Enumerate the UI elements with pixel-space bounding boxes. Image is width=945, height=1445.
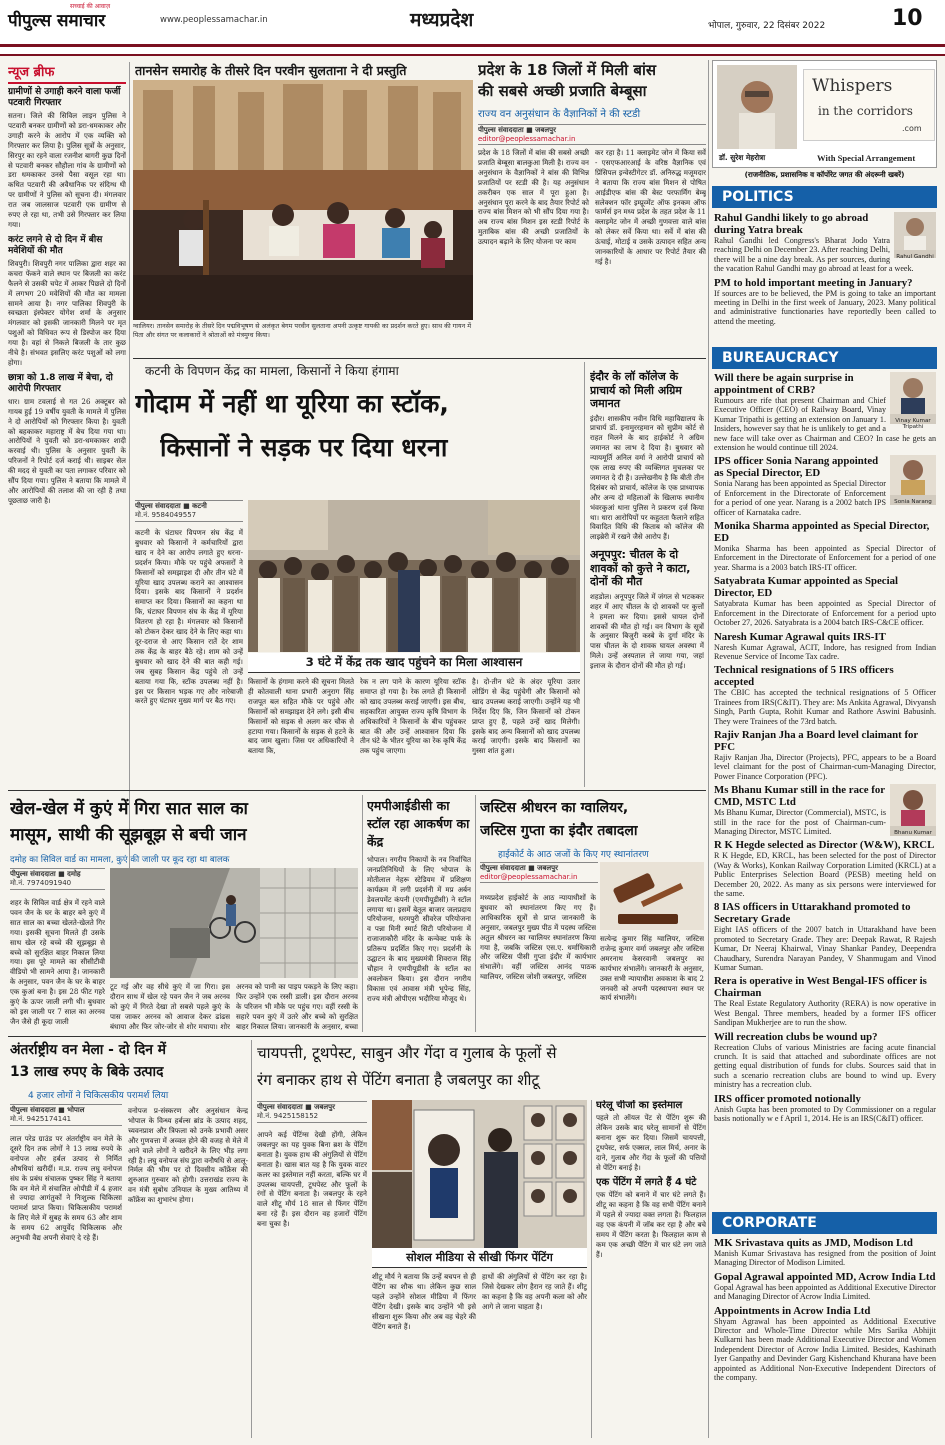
bamboo-byline-name: पीपुल्स संवाददाता [478, 126, 524, 134]
bureaucracy-item-7-headline: Rajiv Ranjan Jha a Board level claimant for PFC [714, 728, 919, 753]
whispers-person-photo [717, 65, 797, 149]
indore-story [590, 370, 704, 790]
justice-subheadline: हाईकोर्ट के आठ जजों के किए गए स्थानांतरण [498, 849, 649, 860]
forest-byline: पीपुल्स संवाददाता ■ भोपाल मो.नं. 9425174141 [10, 1104, 122, 1129]
artist-paintings-photo[interactable] [372, 1100, 587, 1248]
mpidc-text: भोपाल। नगरीय निकायों के नव निर्वाचित जनप्रतिनिधियों के लिए भोपाल के मोतीलाल नेहरू स्टेडियम में प्रशिक्षण कार्यक्रम में लगी प्रदर्शनी में मप्र अर्बन डेवलपमेंट कंपनी (एमपीयूडीसी) ने स्टॉल लगाया था। इसमें बेतूल बाजार जलप्रदाय परियोजना, धरमपुरी सीवरेज परियोजना व पन्ना मिनी स्मार्ट सिटी परियोजना में राजाजाकौरी मंदिर के कन्वेक्ट पार्क के प्रतिरूप प्रदर्शित किए गए। प्रदर्शनी के उद्घाटन के बाद मुख्यमंत्री शिवराज सिंह चौहान ने एमपीयूडीसी के स्टॉल का अवलोकन किया। इस दौरान नगरीय विकास एवं आवास मंत्री भूपेन्द्र सिंह, राज्य मंत्री ओपीएस भदौरिया मौजूद थे। [367, 855, 471, 1003]
urea-text-col-2: किसानों के हंगामा करने की सूचना मिलते ही कोतवाली थाना प्रभारी अनुराग सिंह राजपूत बल सहित मौके पर पहुंचे और किसानों को समझाइश देने लगे। इसी बीच किसानों को सड़क से अलग कर चौक से हटाया गया। किसानों के सड़क से हटने के बाद जाम खुला। जिस पर अधिकारियों ने बताया कि, [248, 677, 354, 756]
news-brief-column [8, 62, 126, 912]
corporate-item-1-headline: MK Srivastava quits as JMD, Modison Ltd [714, 1237, 913, 1249]
painting-text-col-1: आपने कई पेंटिंग्स देखी होंगी, लेकिन जबलपुर का यह युवक बिना ब्रश के पेंटिंग बनाता है। युवक हाथ की अंगुलियों से पेंटिंग बनाता है। खास बात यह है कि युवक वाटर कलर का इस्तेमाल नहीं करता, बल्कि घर में उपलब्ध चायपत्ती, टूथपेस्ट और फूलों के रंगों से पेंटिंग बनाता है। जबलपुर के रहने वाले शीटू मौर्य 18 साल से फिंगर पेंटिंग बना रहे हैं। इस दौरान वह हजारों पेंटिंग बना चुका है। [257, 1130, 367, 1229]
painting-headline-1: चायपत्ती, टूथपेस्ट, साबुन और गेंदा व गुलाब के फूलों से [257, 1044, 557, 1062]
bhanu-kumar-photo-label: Bhanu Kumar [894, 830, 932, 837]
newspaper-logo[interactable] [8, 3, 158, 40]
justice-text-col-2: सत्येन्द्र कुमार सिंह ग्वालियर, जस्टिस राजेन्द्र कुमार वर्मा जबलपुर और जस्टिस अमरनाथ केसरवानी जबलपुर का कार्यभार संभालेंगे। जानकारी के अनुसार, उक्त सभी न्यायाधीश अवकाश के बाद 2 जनवरी को अपनी पदस्थापना स्थान पर कार्य संभालेंगे। [600, 934, 704, 1003]
bamboo-text-col-1: प्रदेश के 18 जिलों में बांस की सबसे अच्छी प्रजाति बेम्बूसा बालकुआ मिली है। राज्य वन अनुसंधान के वैज्ञानिकों ने बांस की विभिन्न प्रजातियों पर स्टडी की है। यह अनुसंधान तकरीबन एक साल में पूरा हुआ है। अनुसंधान पूरा करने के बाद तैयार रिपोर्ट को राज्य बांस मिशन को भी सौंप दिया गया है। अब राज्य बांस मिशन इस स्टडी रिपोर्ट के मुताबिक बांस की अच्छी प्रजातियों के उत्पादन बढ़ाने के लिए योजना पर काम [478, 148, 589, 247]
forest-byline-place: भोपाल [67, 1106, 85, 1114]
sonia-narang-photo-label: Sonia Narang [894, 499, 932, 506]
logo-text: पीपुल्स समाचार [8, 11, 106, 31]
bamboo-headline-2: की सबसे अच्छी प्रजाति बेम्बूसा [478, 82, 647, 100]
well-scene-illustration [110, 868, 358, 978]
bamboo-headline-1: प्रदेश के 18 जिलों में मिली बांस [478, 61, 656, 79]
farmers-protest-photo[interactable] [248, 500, 580, 652]
rahul-gandhi-avatar-icon [894, 212, 936, 250]
forest-headline-1: अंतर्राष्ट्रीय वन मेला - दो दिन में [10, 1042, 167, 1058]
bureaucracy-item-1-text: Rumours are rife that present Chairman and Chief Executive Officer (CEO) of Railway Board, Vinay Kumar Tripathi is getting an extension on January 1. Insiders, however say that he is unlikely to get and a new face will take over as Chairman and CEO? In case he gets an extension he would continue till 2024. [714, 396, 936, 453]
bureaucracy-item-2-text: Sonia Narang has been appointed as Special Director of Enforcement in the Directorate of Enforcement for a period of one year. Narang is a 2002 batch IPS officer of Karnataka cadre. [714, 479, 886, 517]
painting-sidebar-headline-1: घरेलू चीजों का इस्तेमाल [596, 1100, 683, 1111]
justice-text-col-1: मध्यप्रदेश हाईकोर्ट के आठ न्यायाधीशों के बुधवार को स्थानांतरण किए गए हैं। आधिकारिक सूत्रों से प्राप्त जानकारी के अनुसार, जबलपुर मुख्य पीठ में पदस्थ जस्टिस अतुल श्रीधरन का ग्वालियर स्थानांतरण किया गया है, जबकि जस्टिस एस.ए. धर्माधिकारी और जस्टिस पीसी गुप्ता इंदौर में कार्यभार संभालेंगे। वहीं जस्टिस आनंद पाठक ग्वालियर, जस्टिस जोशी जबलपुर, जस्टिस [480, 893, 596, 982]
urea-text-col-3: रेक न लग पाने के कारण यूरिया स्टॉक समाप्त हो गया है। रेक लगते ही किसानों को खाद उपलब्ध कराई जाएगी। इस बीच, सहकारिता आयुक्त राज्य कृषि विभाग के अधिकारियों ने किसानों के बीच पहुंचकर बात की और उन्हें आश्वासन दिया कि तीन घंटे के भीतर यूरिया का रेक कृषि केंद्र तक पहुंच जाएगा। [360, 677, 466, 756]
bureaucracy-item-10-text: Eight IAS officers of the 2007 batch in Uttarakhand have been promoted to Secretary Grade. They are: Deepak Rawat, R Rajesh Kumar, Dr Neeraj Khairwal, Vinay Shankar Pandey, Deependra Chaudhary, Surendra Narayan Pandey, V Shanmugam and Vinod Kumar Suman. [714, 925, 936, 973]
whispers-tagline: (राजनीतिक, प्रशासनिक व कॉर्पोरेट जगत की अंदरूनी खबरें) [744, 170, 905, 179]
urea-headline-2: किसानों ने सड़क पर दिया धरना [160, 433, 448, 462]
anuppur-text: शहडोल। अनूपपुर जिले में जंगल से भटककर शहर में आए चीतल के दो शावकों पर कुत्तों ने हमला कर दिया। इससे घायल दोनों शावकों की मौत हो गई। वन विभाग के सूत्रों के अनुसार बिजुरी कस्बे के दुर्गा मंदिर के पास चीतल के दो शावक घायल अवस्था में मिले। उन्हें अस्पताल ले जाया गया, जहां इलाज के दौरान दोनों की मौत हो गई। [590, 591, 704, 671]
bamboo-subheadline: राज्य वन अनुसंधान के वैज्ञानिकों ने की स्टडी [478, 109, 641, 120]
painting-sidebar [596, 1100, 706, 1438]
painting-byline-place: जबलपुर [314, 1103, 335, 1111]
well-text-col-2: टूट गई और वह सीधे कुएं में जा गिरा। इस दौरान साथ में खेल रहे पवन जैन ने जब अरनव को कुएं में गिरते देखा तो सबसे पहले कुएं के पास जाकर अरनव को आवाज देकर ढांढस बंधाया और फिर जोर-जोर से शोर मचाया। शोर [110, 982, 230, 1030]
corporate-item-2-headline: Gopal Agrawal appointed MD, Acrow India Ltd [714, 1270, 936, 1283]
indore-text: इंदौर। शासकीय नवीन विधि महाविद्यालय के प्राचार्य डॉ. इनामुररहमान को सुप्रीम कोर्ट से राहत मिलने के बाद हाईकोर्ट ने अग्रिम जमानत का लाभ दे दिया है। बुधवार को न्यायमूर्ति अनिल वर्मा ने आरोपी प्राचार्य को एक लाख रुपए की व्यक्तिगत मुचलका पर जमानत दे दी है। उल्लेखनीय है कि बीती तीन दिसंबर को प्राचार्य, कॉलेज के एक प्राध्यापक और अन्य दो महिलाओं के खिलाफ स्थानीय भंवरकुआं थाना पुलिस ने प्रकरण दर्ज किया था। धारा आरोपियों पर कहुतता फैलाने सहित विवादित विधि की किताब को कॉलेज की लाइब्रेरी में रखने जैसे आरोप हैं। [590, 413, 704, 542]
bhanu-kumar-avatar-icon [890, 784, 936, 826]
justice-email[interactable]: editor@peoplessamachar.in [480, 873, 578, 881]
justice-headline-2: जस्टिस गुप्ता का इंदौर तबादला [480, 823, 638, 839]
logo-tagline: सच्चाई की आवाज़ [70, 3, 111, 10]
mpidc-headline: एमपीआईडीसी का स्टॉल रहा आकर्षण का केंद्र [367, 798, 470, 849]
justice-byline-place: जबलपुर [537, 864, 558, 872]
music-headline: तानसेन समारोह के तीसरे दिन परवीन सुलताना ने दी प्रस्तुति [135, 63, 407, 78]
urea-kicker: कटनी के विपणन केंद्र का मामला, किसानों ने किया हंगामा [145, 364, 399, 378]
bureaucracy-item-12-headline: Will recreation clubs be wound up? [714, 1030, 878, 1043]
bureaucracy-item-6-text: The CBIC has accepted the technical resignations of 5 Officer Trainees from IRS(C&IT). They are: Ms Ankita Agrawal, Divyansh Singh, Parth Gupta, Rohit Kumar and Rathore Aswini Babusinh. They were Trainees of the 73rd batch. [714, 688, 936, 726]
forest-text-col-2: वनोपज प्र-संस्करण और अनुसंधान केन्द्र भोपाल के विन्ध्य हर्बल्स ब्रांड के उत्पाद शहद, च्यवनप्राश और त्रिफला को उनके प्रभावी असर और गुणवत्ता में अव्वल होने की वजह से मेले में आने वाले लोगों ने खरीदने के लिए भीड़ लगा रही है। लघु वनोपज संघ द्वारा वनौषधि से आलू-निर्मल की भीम पर दो दिवसीय कॉफ्रेंस की शुरुआत गुरुवार को होगी। उत्तराखंड राज्य के वन मंत्री सुबोध उनियाल के मुख्य आतिथ्य में कॉफ्रेंस का शुभारंभ होगा। [128, 1106, 248, 1205]
protest-crowd-illustration [248, 500, 580, 652]
person-avatar-icon [717, 65, 797, 149]
well-text-col-3: अरनव को पानी का पाइप पकड़ने के लिए कहा। फिर उन्होंने एक रस्सी डाली। इस दौरान अरनव के परिजन भी मौके पर पहुंच गए। वहीं रस्सी के सहारे पवन कुएं में उतरे और बच्चे को सुरक्षित बाहर निकाल लिया। जानकारी के अनुसार, बच्चा [236, 982, 358, 1030]
corporate-item-2-text: Gopal Agrawal has been appointed as Additional Executive Director and Managing Director of Acrow India Limited. [714, 1282, 936, 1302]
politics-item-1-headline: Rahul Gandhi likely to go abroad during Yatra break [714, 212, 869, 236]
page-number: 10 [892, 6, 923, 31]
bureaucracy-item-10-headline: 8 IAS officers in Uttarakhand promoted to Secretary Grade [714, 901, 911, 926]
bureaucracy-item-9-text: R K Hegde, ED, KRCL, has been selected for the post of Director (Way & Works), Konkan Railway Corporation Limited (KRCL) at a Public Enterprises Selection Board (PESB) meeting held on December 20, 2022. As many as six persons were interviewed for the same. [714, 851, 936, 898]
painting-text-col-4: हाथों की अंगुलियों से पेंटिंग कर रहा है। जिसे देखकर लोग हैरान रह जाते हैं। शीटू का कहना है कि वह अपनी कला को और आगे ले जाना चाहता है। [482, 1272, 587, 1311]
bamboo-byline-place: जबलपुर [535, 126, 556, 134]
brief-text-1: सतना। जिले की सिविल लाइन पुलिस ने पटवारी बनकर ग्रामीणों को डरा-धमकाकर और उगाही करने के आरोप में एक व्यक्ति को गिरफ्तार कर लिया है। पुलिस सूत्रों के अनुसार, सिरपुर का रहने वाला रजनीश बागरी कुछ दिनों से पटवारी बनकर सौहौला गांव के ग्रामीणों को डरा धमकाकर उनसे पैसा वसूल रहा था। कथित पटवारी की अवैधानिक पर संदिग्ध थी पर ग्रामीणों ने पुलिस को सूचना दी। मंगलवार रात जब जालसाज पटवारी एक ग्रामीण से रुपए ले रहा था, तभी उसे गिरफ्तार कर लिया गया। [8, 111, 126, 229]
bureaucracy-item-12-text: Recreation Clubs of various Ministries are facing acute financial crunch. It is said that attached and subordinate offices are not getting equal distribution of funds for clubs. Sources said that in such a scenario recreation clubs are bound to wind up. Every ministry has a recreation club. [714, 1042, 936, 1090]
masthead [0, 0, 945, 56]
dateline: भोपाल, गुरुवार, 22 दिसंबर 2022 [708, 21, 826, 31]
forest-byline-name: पीपुल्स संवाददाता [10, 1106, 56, 1114]
music-concert-photo[interactable] [133, 80, 473, 320]
brief-text-2: शिवपुरी। शिवपुरी नगर पालिका द्वारा शहर का कचरा फेंकने वाले स्थान पर बिजली का करंट फैलने से उसकी चपेट में आकर पिछले दो दिनों में लगभग 20 मवेशियों की मौत का मामला सामने आया है। नगर पालिका शिवपुरी के स्वच्छता इंस्पेक्टर योगेश शर्मा के अनुसार मंगलवार को इसकी जानकारी मिलने पर मृत पशुओं को विधिवत रूप से डिस्पोज कर दिया गया है। वहां से निकले बिजली के तार कुछ नीचे है। संभवत इसलिए करंट पशुओं को लगा होगा। [8, 258, 126, 367]
bureaucracy-item-11-headline: Rera is operative in West Bengal-IFS officer is Chairman [714, 975, 927, 1000]
indore-headline: इंदौर के लॉ कॉलेज के प्राचार्य को मिली अग्रिम जमानत [590, 370, 682, 410]
brief-headline-1: ग्रामीणों से उगाही करने वाला फर्जी पटवारी गिरफ्तार [8, 87, 121, 108]
bureaucracy-item-5-headline: Naresh Kumar Agrawal quits IRS-IT [714, 630, 886, 643]
painting-banner-text: सोशल मीडिया से सीखी फिंगर पेंटिंग [406, 1251, 553, 1264]
bureaucracy-item-8-text: Ms Bhanu Kumar, Director (Commercial), MSTC, is still in the race for the post of Chairman-cum-Managing Director, MSTC Limited. [714, 808, 886, 836]
politics-item-2-text: If sources are to be believed, the PM is going to take an important meeting in Delhi in the first week of January, 2023. Many political and administrative functionaries have reportedly been called to attend the meeting. [714, 288, 936, 326]
painting-sidebar-text-2: एक पेंटिंग को बनाने में चार घंटे लगते हैं। शीटू का कहना है कि वह सभी पेंटिंग बनाने में पहले से ज्यादा वक्त लगता है। फिलहाल वह एक कंपनी में जॉब कर रहा है और बचे समय में पेंटिंग करता है। फिलहाल काम से कम एक अच्छी पेंटिंग में चार घंटे लग जाते हैं। [596, 1190, 706, 1259]
politics-item-1-text: Rahul Gandhi led Congress's Bharat Jodo Yatra reaching Delhi on December 23. After reaching Delhi, there will be a nine day break. As per sources, during the vacation Rahul Gandhi may go abroad at least for a week. [714, 236, 914, 274]
politics-label: POLITICS [722, 189, 794, 205]
painting-headline-2: रंग बनाकर हाथ से पेंटिंग बनाता है जबलपुर का शीटू [257, 1071, 540, 1089]
urea-text-col-1: कटनी के घंटाघर विपणन संघ केंद्र में बुधवार को किसानों ने कर्मचारियों द्वारा खाद न देने का आरोप लगाते हुए धरना-प्रदर्शन किया। मौके पर पहुंचे अफसरों ने किसानों को समझाइश दी और तीन घंटे में यूरिया खाद उपलब्ध कराने का आश्वासन दिया। इसके बाद किसानों ने प्रदर्शन समाप्त कर दिया। किसानों का कहना था कि, घंटाघर विपणन संघ के केंद्र में यूरिया वितरण हो रहा है। मंगलवार को किसानों को टोकन देकर खाद देने के लिए कहा था। दूर-दराज से आए किसान रातें देर शाम तक केंद्र के बाहर बैठे रहे। शाम को उन्हें बुधवार को खाद देने की बात कही गई। जब सुबह किसान केंद्र पहुंचे तो उन्हें बताया गया कि, स्टॉक उपलब्ध नहीं है। इस पर किसान भड़क गए और नारेबाजी करते हुए घंटाघर मुख्य मार्ग पर बैठ गए। [135, 528, 243, 706]
vinay-tripathi-photo [890, 372, 936, 430]
corporate-section-header [712, 1212, 937, 1234]
well-headline-1: खेल-खेल में कुएं में गिरा सात साल का [10, 799, 248, 819]
bamboo-email[interactable]: editor@peoplessamachar.in [478, 135, 576, 143]
bureaucracy-item-13-headline: IRS officer promoted notionally [714, 1092, 861, 1105]
forest-subheadline: 4 हजार लोगों ने चिकित्सकीय परामर्श लिया [28, 1091, 169, 1101]
news-brief-label: न्यूज ब्रीफ [8, 62, 126, 84]
forest-headline-2: 13 लाख रुपए के बिके उत्पाद [10, 1064, 164, 1080]
concert-scene-illustration [133, 80, 473, 320]
whispers-logo-w2: in the corridors [818, 104, 913, 118]
corporate-label: CORPORATE [722, 1215, 817, 1231]
painting-sidebar-headline-2: एक पेंटिंग में लगते हैं 4 घंटे [596, 1177, 697, 1189]
corporate-item-1-text: Manish Kumar Srivastava has resigned from the position of Joint Managing Director of Modison Limited. [714, 1249, 936, 1268]
corporate-section [714, 1237, 936, 1439]
painting-mobile: मो.नं. 9425158152 [257, 1112, 319, 1120]
bamboo-byline: पीपुल्स संवाददाता ■ जबलपुर editor@peoplessamachar.in [478, 124, 706, 145]
urea-byline-name: पीपुल्स संवाददाता [135, 502, 181, 510]
bureaucracy-section [714, 372, 936, 1207]
whispers-logo-w3: .com [902, 124, 922, 133]
bureaucracy-item-1-headline: Will there be again surprise in appointment of CRB? [714, 372, 854, 396]
vinay-tripathi-photo-label: Vinay Kumar Tripathi [895, 418, 931, 430]
urea-byline-place: कटनी [192, 502, 207, 510]
well-byline: पीपुल्स संवाददाता ■ दमोह मो.नं. 7974091940 [10, 868, 105, 893]
bamboo-text-col-2: कर रहा है। 11 क्लाइमेट जोन में किया सर्वे - एसएफआरआई के वरिष्ठ वैज्ञानिक एवं प्रिंसिपल इन्वेस्टीगेटर डॉ. अनिरुद्ध मजूमदार ने बताया कि राज्य बांस मिशन से पोषित आईडीएफ बांस की बेस्ट परफार्मिंग बेम्बू सलेक्शन फॉर इम्प्रूव्मेंट ऑफ इनकम ऑफ फार्मर्स इन मध्य प्रदेश के तहत प्रदेश के 11 क्लाइमेट जोन में अच्छी गुणवत्ता वाले बांस को लेकर सर्वे किया था। सर्वे में बांस की ऊंचाई, मोटाई व उसके उत्पादन सहित अन्य जानकारियों के आधार पर रिपोर्ट तैयार की गई है। [595, 148, 706, 266]
justice-headline-1: जस्टिस श्रीधरन का ग्वालियर, [480, 800, 629, 816]
painting-text-col-2 [257, 1300, 367, 1301]
bureaucracy-item-3-headline: Monika Sharma appointed as Special Director, ED [714, 520, 930, 545]
bureaucracy-item-6-headline: Technical resignations of 5 IRS officers accepted [714, 664, 894, 689]
bureaucracy-item-4-text: Satyabrata Kumar has been appointed as Special Director of Enforcement in the Directorate of Enforcement for a period upto October 27, 2026. Satyabrata is a 2004 batch IRS-C&CE officer. [714, 599, 936, 628]
justice-byline: पीपुल्स संवाददाता ■ जबलपुर editor@peoplessamachar.in [480, 862, 598, 886]
urea-mobile: मो.नं. 9584049557 [135, 511, 197, 519]
sonia-narang-photo [890, 455, 936, 505]
music-caption-text: ग्वालियर। तानसेन समारोह के तीसरे दिन पद्मविभूषण से अलंकृत बेगम परवीन सुलताना अपनी उत्कृष्ट गायकी का प्रदर्शन करते हुए। साथ की गायन में पिता और संगत पर कलाकारों ने श्रोताओं को मंत्रमुग्ध किया। [133, 322, 472, 339]
urea-banner [248, 653, 580, 673]
bureaucracy-item-3-text: Monika Sharma has been appointed as Special Director of Enforcement in the Directorate of Enforcement for a period of one year. Sharma is a 2003 batch IRS-IT officer. [714, 544, 936, 572]
bamboo-story [478, 60, 706, 365]
bureaucracy-item-2-headline: IPS officer Sonia Narang appointed as Special Director, ED [714, 455, 879, 480]
politics-section [714, 212, 936, 352]
urea-headline-1: गोदाम में नहीं था यूरिया का स्टॉक, [135, 389, 449, 418]
painting-sidebar-text-1: पहले तो ऑयल पेंट से पेंटिंग शुरू की लेकिन उसके बाद घरेलू सामानों से पेंटिंग बनाना शुरू कर दिया। जिसमें चायपत्ती, टूथपेस्ट, सर्फ एक्सल, लाल मिर्च, अनार के दाने, गुलाब और गेंदा के फूलों की पत्तियों से पेंटिंग बनाई है। [596, 1113, 706, 1172]
justice-byline-name: पीपुल्स संवाददाता [480, 864, 526, 872]
urea-text-col-4: है। दो-तीन घंटे के अंदर यूरिया उतार लोडिंग से केंद्र पहुंचेगी और किसानों को खाद उपलब्ध कराई जाएगी। उन्होंने यह भी निर्देश दिए कि, जिन किसानों को टोकन प्राप्त हुए हैं, पहले उन्हें खाद मिलेगी। इसके बाद अन्य किसानों को खाद उपलब्ध कराई जाएगी। इसके बाद किसानों का गुस्सा शांत हुआ। [472, 677, 580, 756]
well-byline-place: दमोह [67, 870, 81, 878]
section-title: मध्यप्रदेश [410, 9, 474, 31]
vinay-tripathi-avatar-icon [890, 372, 936, 414]
urea-byline: पीपुल्स संवाददाता ■ कटनी मो.नं. 9584049557 [135, 500, 243, 522]
gavel-icon [600, 862, 704, 930]
well-cctv-photo[interactable] [110, 868, 358, 978]
bureaucracy-item-7-text: Rajiv Ranjan Jha, Director (Projects), PFC, appears to be a Board level claimant for the post of Chairman-cum-Managing Director, Power Finance Corporation (PFC). [714, 752, 936, 781]
bureaucracy-section-header [712, 347, 937, 369]
bureaucracy-item-4-headline: Satyabrata Kumar appointed as Special Director, ED [714, 575, 898, 600]
well-text-col-1: शहर के सिविल वार्ड क्षेत्र में रहने वाले पवन जैन के घर के बाहर बने कुएं में सात साल का बच्चा खेलते-खेलते गिर गया। इसकी सूचना मिलते ही उसके साथ खेल रहे बच्चे की सूझबूझ से बच्चे को सुरक्षित बाहर निकाल लिया गया। इस पूरे मामले का सीसीटीवी वीडियो भी सामने आया है। जानकारी के अनुसार, पवन जैन के घर के बाहर एक कुआं बना है। इस 28 फीट गहरे कुएं के ऊपर जाली लगी थी। बुधवार को इस जाली पर 7 साल का अरनव जैन जैसे ही कूदा जाली [10, 898, 105, 1026]
whispers-arrangement: With Special Arrangement [817, 153, 916, 163]
sonia-narang-avatar-icon [890, 455, 936, 495]
corporate-item-3-headline: Appointments in Acrow India Ltd [714, 1304, 871, 1317]
whispers-header [712, 60, 937, 168]
well-headline-2: मासूम, साथी की सूझबूझ से बची जान [10, 825, 247, 845]
anuppur-headline: अनूपपुर: चीतल के दो शावकों को कुत्ते ने काटा, दोनों की मौत [590, 548, 691, 589]
politics-item-2-headline: PM to hold important meeting in January? [714, 276, 913, 289]
bureaucracy-item-11-text: The Real Estate Regulatory Authority (RERA) is now operative in West Bengal. Three members, headed by a former IFS officer Sandipan Mukherjee are to run the show. [714, 999, 936, 1028]
painting-banner [372, 1248, 587, 1268]
well-subheadline: दमोह का सिविल वार्ड का मामला, कुएं की जाली पर कूद रहा था बालक [10, 855, 230, 865]
website-url[interactable]: www.peoplessamachar.in [160, 15, 268, 25]
forest-text-col-1: लाल परेड ग्राउंड पर अंतर्राष्ट्रीय वन मेले के दूसरे दिन तक लोगों ने 13 लाख रुपये के वनोपज और हर्बल उत्पाद से निर्मित औषधियां खरीदीं। म.प्र. राज्य लघु वनोपज संघ के प्रबंध संचालक पुष्कर सिंह ने बताया कि वन मेले में संचालित ओपीडी में 4 हजार से ज्यादा आगंतुकों ने निःशुल्क चिकित्सा परामर्श प्राप्त किया। चिकित्सकीय परामर्श के लिए मेले में सुबह के समय 63 और शाम के समय 62 आयुर्वेद चिकित्सक और अनुभवी वैद्य अपनी सेवाएं दे रहे हैं। [10, 1134, 122, 1243]
whispers-logo [803, 69, 935, 141]
bureaucracy-item-8-headline: Ms Bhanu Kumar still in the race for CMD, MSTC Ltd [714, 784, 885, 809]
brief-text-3: धार। ग्राम टवलाई से गत 26 अक्टूबर को गायब हुई 19 वर्षीय युवती के मामले में पुलिस ने दो आरोपियों को गिरफ्तार किया है। युवती को बहकाकर महाराष्ट्र में बेच दिया गया था। आरोपियों ने युवती को डरा-धमकाकर शादी करवाई थी। पुलिस के अनुसार युवती के परिजनों ने रिपोर्ट दर्ज कराई थी। साइबर सेल की मदद से युवती का पता लगाकर परिवार को सौंप दिया गया। पुलिस ने बताया कि मामले में और आरोपियों की तलाश की जा रही है तथा पूछताछ जारी है। [8, 396, 126, 505]
music-caption [133, 322, 473, 344]
painting-byline: पीपुल्स संवाददाता ■ जबलपुर मो.नं. 9425158152 [257, 1101, 367, 1126]
painting-byline-name: पीपुल्स संवाददाता [257, 1103, 303, 1111]
well-mobile: मो.नं. 7974091940 [10, 879, 72, 887]
corporate-item-3-text: Shyam Agrawal has been appointed as Additional Executive Director and Whole-Time Director while Mrs Sarika Abhijit Kulkarni has been made Additional Executive Director and Women Independent Director of Acrow India Limited. Besides, Kashinath Iyer Ganpathy and Devinder Garg Kishenchand Khurana have been appointed as Additional Non-Executive Independent Directors of the company. [714, 1316, 936, 1383]
politics-section-header [712, 186, 937, 208]
bhanu-kumar-photo [890, 784, 936, 836]
whispers-person-name: डॉ. सुरेश मेहरोत्रा [719, 153, 766, 162]
brief-headline-2: करंट लगने से दो दिन में बीस मवेशियों की मौत [8, 234, 103, 256]
well-byline-name: पीपुल्स संवाददाता [10, 870, 56, 878]
gavel-photo[interactable] [600, 862, 704, 930]
painting-text-col-3: शीटू मौर्य ने बताया कि उन्हें बचपन से ही पेंटिंग का शौक था। लेकिन कुछ साल पहले उन्होंने सोशल मीडिया में फिंगर पेंटिंग देखी। इसके बाद उन्होंने भी इसे सीखना शुरू किया और अब वह चेहरे की पेंटिंग बनाते हैं। [372, 1272, 476, 1331]
rahul-gandhi-photo-label: Rahul Gandhi [896, 254, 934, 260]
brief-headline-3: छात्रा को 1.8 लाख में बेचा, दो आरोपी गिरफ्तार [8, 372, 113, 394]
mpidc-story [367, 797, 471, 1032]
bureaucracy-item-13-text: Anish Gupta has been promoted to Dy Commissioner on a regular basis notionally w e f April 1, 2014. He is an IRS(C&IT) officer. [714, 1104, 936, 1124]
bureaucracy-item-5-text: Naresh Kumar Agrawal, ACIT, Indore, has resigned from Indian Revenue Service of Income Tax cadre. [714, 642, 936, 661]
whispers-logo-w1: Whispers [812, 76, 893, 96]
bureaucracy-item-9-headline: R K Hegde selected as Director (W&W), KRCL [714, 839, 935, 852]
rahul-gandhi-photo [894, 212, 936, 258]
artist-portrait-illustration [372, 1100, 587, 1248]
urea-banner-text: 3 घंटे में केंद्र तक खाद पहुंचने का मिला आश्वासन [305, 655, 523, 669]
forest-mobile: मो.नं. 9425174141 [10, 1115, 72, 1123]
bureaucracy-label: BUREAUCRACY [722, 350, 839, 366]
